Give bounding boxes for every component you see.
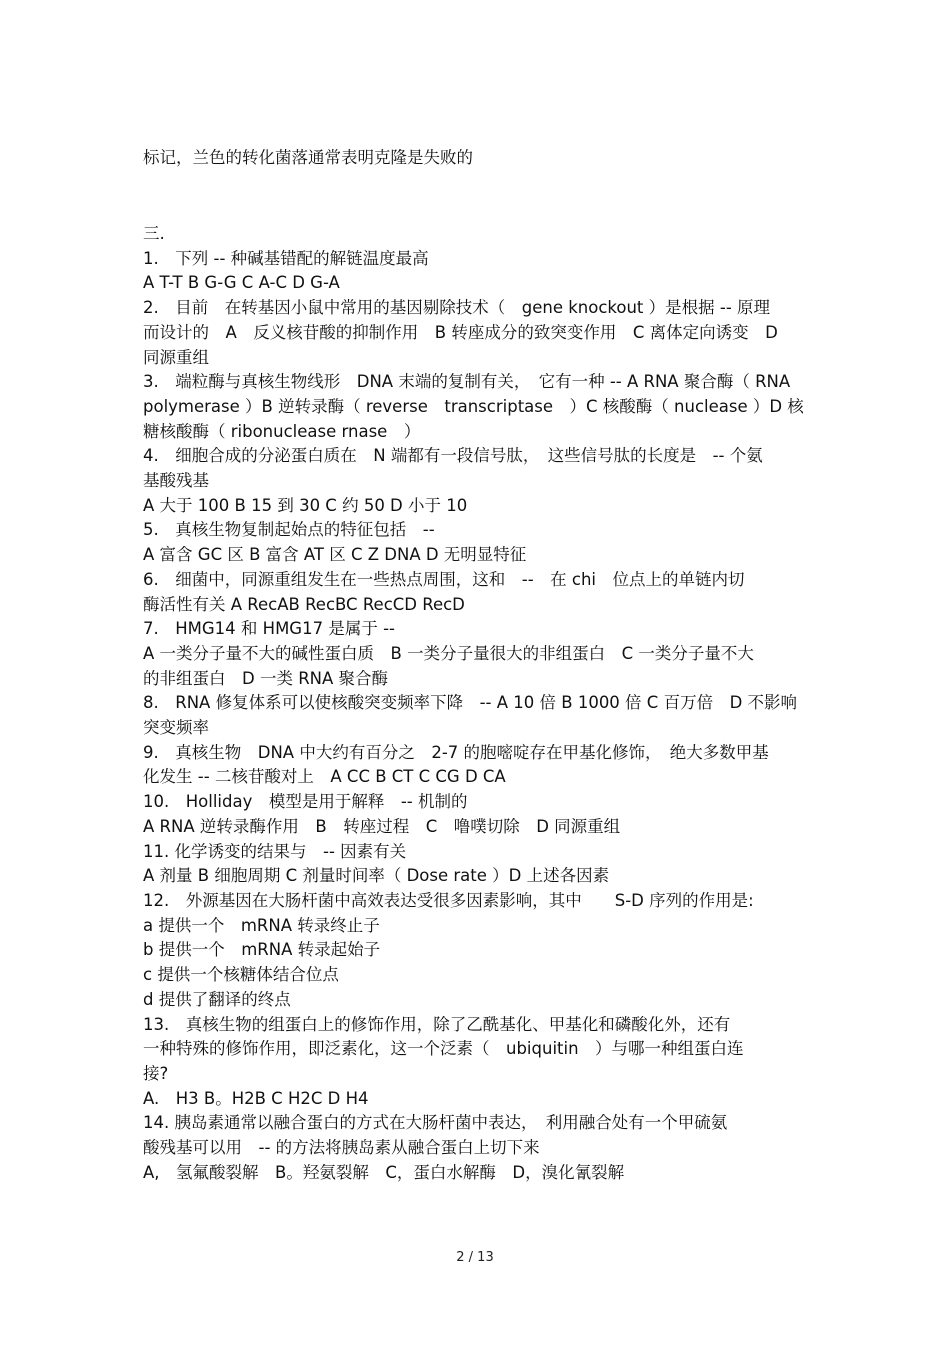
text-line: 8. RNA 修复体系可以使核酸突变频率下降 -- A 10 倍 B 1000 倍 C 百万倍 D 不影响	[143, 693, 798, 713]
text-line: A 富含 GC 区 B 富含 AT 区 C Z DNA D 无明显特征	[143, 545, 527, 565]
text-line: 的非组蛋白 D 一类 RNA 聚合酶	[143, 668, 389, 688]
text-line: 接?	[143, 1063, 169, 1083]
text-line: a 提供一个 mRNA 转录终止子	[143, 915, 380, 935]
text-line: 基酸残基	[143, 471, 209, 491]
text-line: b 提供一个 mRNA 转录起始子	[143, 940, 381, 960]
text-line: A 大于 100 B 15 到 30 C 约 50 D 小于 10	[143, 495, 468, 515]
text-line: 三.	[143, 224, 165, 243]
text-line: 同源重组	[143, 347, 209, 367]
intro-line: 标记，兰色的转化菌落通常表明克隆是失败的	[143, 148, 473, 167]
text-line: 10. Holliday 模型是用于解释 -- 机制的	[143, 792, 468, 812]
text-line: A, 氢氟酸裂解 B。羟氨裂解 C，蛋白水解酶 D，溴化氰裂解	[143, 1162, 625, 1182]
text-line: 9. 真核生物 DNA 中大约有百分之 2-7 的胞嘧啶存在甲基化修饰， 绝大多数甲基	[143, 742, 769, 762]
text-line: 14. 胰岛素通常以融合蛋白的方式在大肠杆菌中表达， 利用融合处有一个甲硫氨	[143, 1113, 728, 1133]
text-line: 酶活性有关 A RecAB RecBC RecCD RecD	[143, 594, 465, 614]
text-line: 而设计的 A 反义核苷酸的抑制作用 B 转座成分的致突变作用 C 离体定向诱变 D	[143, 322, 778, 342]
text-line: A. H3 B。H2B C H2C D H4	[143, 1088, 369, 1108]
text-line: 酸残基可以用 -- 的方法将胰岛素从融合蛋白上切下来	[143, 1138, 540, 1158]
text-line: 11. 化学诱变的结果与 -- 因素有关	[143, 841, 407, 861]
text-line: A T-T B G-G C A-C D G-A	[143, 273, 340, 293]
text-line: 突变频率	[143, 718, 209, 738]
page-number: 2 / 13	[456, 1250, 494, 1265]
text-line: 4. 细胞合成的分泌蛋白质在 N 端都有一段信号肽， 这些信号肽的长度是 -- 个氨	[143, 446, 763, 466]
question-content	[143, 222, 823, 1185]
text-line: d 提供了翻译的终点	[143, 989, 291, 1009]
text-line: 化发生 -- 二核苷酸对上 A CC B CT C CG D CA	[143, 767, 506, 787]
text-line: A 一类分子量不大的碱性蛋白质 B 一类分子量很大的非组蛋白 C 一类分子量不大	[143, 643, 754, 663]
text-line: 2. 目前 在转基因小鼠中常用的基因剔除技术（ gene knockout ）是根据 -- 原理	[143, 298, 771, 318]
text-line: 3. 端粒酶与真核生物线形 DNA 末端的复制有关， 它有一种 -- A RNA 聚合酶（ RNA	[143, 372, 791, 392]
text-line: 7. HMG14 和 HMG17 是属于 --	[143, 619, 395, 639]
text-line: 12. 外源基因在大肠杆菌中高效表达受很多因素影响，其中 S-D 序列的作用是:	[143, 890, 754, 910]
text-line: c 提供一个核糖体结合位点	[143, 965, 339, 985]
text-line: 6. 细菌中，同源重组发生在一些热点周围，这和 -- 在 chi 位点上的单链内切	[143, 569, 745, 589]
text-line: 一种特殊的修饰作用，即泛素化，这一个泛素（ ubiquitin ）与哪一种组蛋白连	[143, 1039, 744, 1059]
text-line: 1. 下列 -- 种碱基错配的解链温度最高	[143, 248, 429, 268]
text-line: polymerase ）B 逆转录酶（ reverse transcriptase ）C 核酸酶（ nuclease ）D 核	[143, 396, 804, 416]
text-line: 5. 真核生物复制起始点的特征包括 --	[143, 520, 435, 540]
text-line: A RNA 逆转录酶作用 B 转座过程 C 噜噗切除 D 同源重组	[143, 816, 621, 836]
text-line: A 剂量 B 细胞周期 C 剂量时间率（ Dose rate ）D 上述各因素	[143, 866, 610, 886]
text-line: 糖核酸酶（ ribonuclease rnase ）	[143, 421, 421, 441]
text-line: 13. 真核生物的组蛋白上的修饰作用，除了乙酰基化、甲基化和磷酸化外，还有	[143, 1014, 731, 1034]
